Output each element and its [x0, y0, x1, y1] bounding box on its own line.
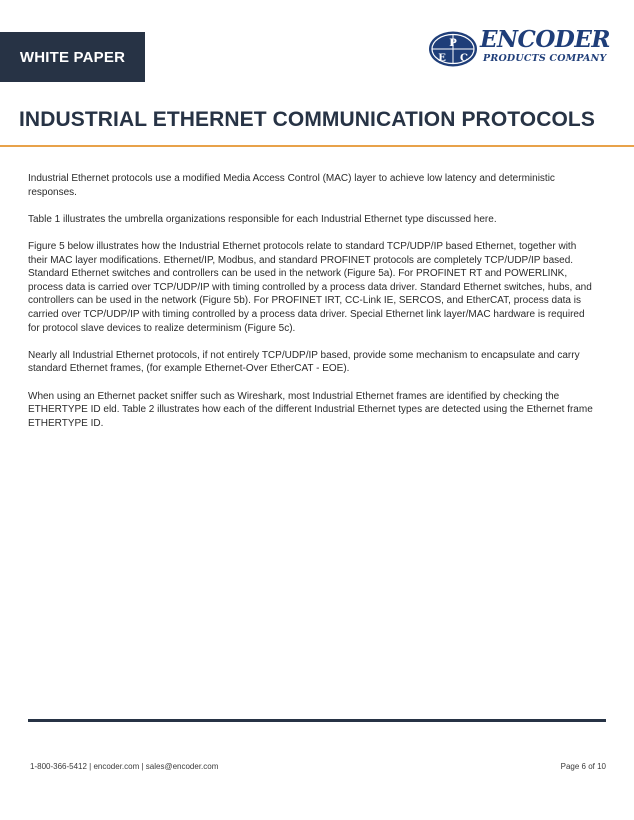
logo-subtitle: PRODUCTS COMPANY: [483, 53, 607, 64]
page-number: Page 6 of 10: [560, 762, 606, 771]
paragraph-5: When using an Ethernet packet sniffer such as Wireshark, most Industrial Ethernet frames are identified by checking the ETHERTYPE ID eld. Table 2 illustrates how each of the different Industrial Ethernet types are detected using the Ethernet frame ETHERTYPE ID.: [28, 390, 593, 429]
badge-label: WHITE PAPER: [19, 48, 126, 66]
company-logo: [428, 26, 612, 70]
paragraph-2: Table 1 illustrates the umbrella organizations responsible for each Industrial Ethernet type discussed here.: [28, 213, 497, 225]
page-title: INDUSTRIAL ETHERNET COMMUNICATION PROTOCOLS: [19, 108, 595, 131]
logo-name: ENCODER: [480, 26, 610, 53]
paragraph-4: Nearly all Industrial Ethernet protocols, if not entirely TCP/UDP/IP based, provide some mechanism to encapsulate and carry standard Ethernet frames, (for example Ethernet-Over EtherCAT - EOE).: [28, 349, 580, 375]
paragraph-3: Figure 5 below illustrates how the Industrial Ethernet protocols relate to standard TCP/UDP/IP based Ethernet, together with their MAC layer modifications. Ethernet/IP, Modbus, and standard PROFINET protocols are completely TCP/UDP/IP based. Standard Ethernet switches and controllers can be used in the network (Figure 5a). For PROFINET RT and POWERLINK, process data is carried over TCP/UDP/IP with timing controlled by a process data driver. Standard Ethernet switches, hubs, and controllers can be used in the network (Figure 5b). For PROFINET IRT, CC-Link IE, SERCOS, and EtherCAT, process data is carried over TCP/UDP/IP with timing controlled by a process data driver. Special Ethernet link layer/MAC hardware is required for protocol slave devices to realize determinism (Figure 5c).: [28, 240, 592, 334]
emblem-letter-p: P: [449, 38, 457, 49]
footer-divider: [28, 719, 606, 722]
footer-contact: 1-800-366-5412 | encoder.com | sales@encoder.com: [30, 762, 219, 771]
white-paper-badge: [0, 32, 145, 82]
paragraph-1: Industrial Ethernet protocols use a modified Media Access Control (MAC) layer to achieve low latency and deterministic responses.: [28, 173, 555, 198]
encoder-emblem-icon: [428, 30, 478, 68]
title-divider: [0, 145, 634, 147]
emblem-letter-e: E: [438, 53, 446, 64]
emblem-letter-c: C: [460, 53, 468, 64]
body-text: [28, 172, 596, 444]
